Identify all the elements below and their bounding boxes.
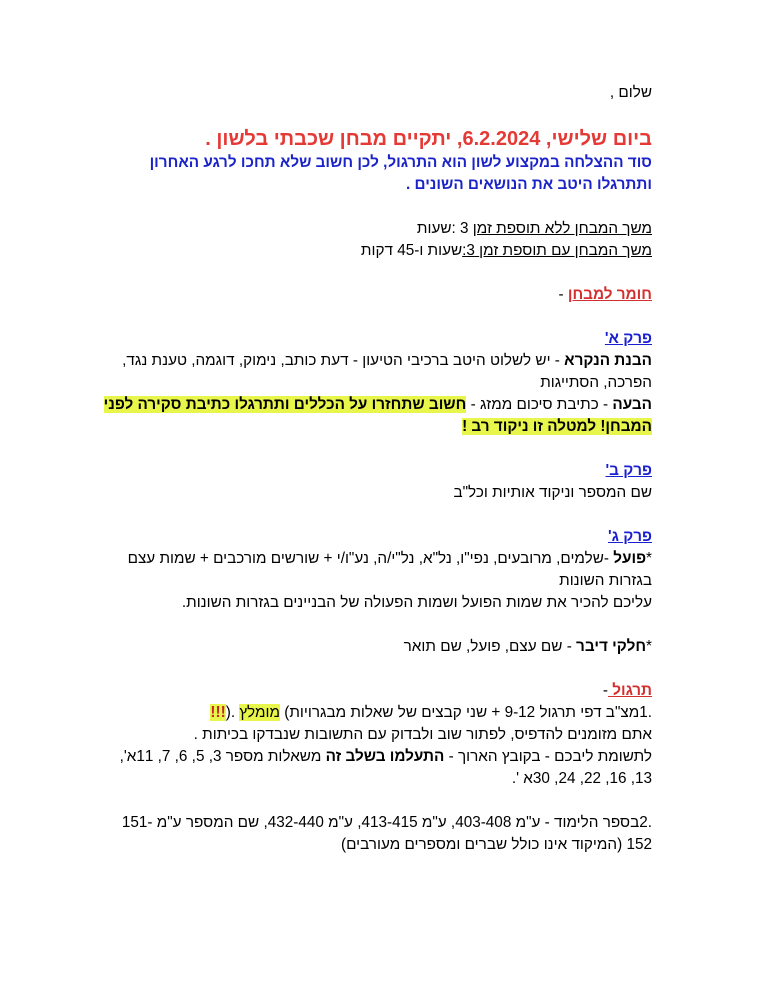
part-b-heading: פרק ב': [605, 462, 652, 479]
verb-term: פועל: [613, 550, 647, 567]
verb-prefix: *: [646, 550, 652, 567]
part-c-heading: פרק ג': [607, 528, 652, 545]
duration-extra: [100, 240, 652, 262]
duration-extra-label: משך המבחן עם תוספת זמן: [479, 242, 652, 259]
material-heading-suffix: -: [558, 286, 568, 303]
part-a-expression: [100, 394, 652, 438]
part-c-verb-note: עליכם להכיר את שמות הפועל ושמות הפעולה של הבניינים בגזרות השונות.: [181, 594, 652, 611]
item1-ignore: התעלמו בשלב זה: [325, 748, 445, 765]
pos-text: - שם עצם, פועל, שם תואר: [403, 638, 577, 655]
page-title: ביום שלישי, 6.2.2024, יתקיים מבחן שכבתי בלשון .: [205, 128, 652, 150]
pos-prefix: *: [646, 638, 652, 655]
material-heading-line: [100, 284, 652, 306]
part-c-verb: [100, 548, 652, 592]
practice-item-2: .2בספר הלימוד - ע"מ 403-408, ע"מ 413-415, ע"מ 432-440, שם המספר ע"מ 151-152 (המיקוד אינו כולל שברים ומספרים מעורבים): [121, 814, 652, 853]
item1-d: לתשומת ליבכם - בקובץ הארוך -: [444, 748, 652, 765]
practice-heading-suffix: -: [602, 682, 609, 699]
practice-item-1: [100, 702, 652, 724]
duration-extra-value-c: שעות ו-45 דקות: [360, 242, 463, 259]
item1-exclamation: !!!: [210, 704, 226, 721]
practice-heading: תרגול: [608, 682, 652, 699]
item1-e: משאלות מספר 3, 5, 6, 7, 11א', 13, 16, 22, 24, 30א '.: [119, 748, 652, 787]
duration-extra-value-a: 3: [466, 242, 480, 259]
practice-item-1-note: [100, 746, 652, 790]
expression-term: הבעה: [612, 396, 652, 413]
duration-regular-label: משך המבחן ללא תוספת זמן: [472, 220, 652, 237]
subtitle: סוד ההצלחה במקצוע לשון הוא התרגול, לכן חשוב שלא תחכו לרגע האחרון ותתרגלו היטב את הנושאים השונים .: [149, 154, 652, 193]
item1-recommended: מומלץ: [239, 704, 280, 721]
pos-term: חלקי דיבר: [576, 638, 647, 655]
greeting: שלום ,: [609, 84, 652, 101]
item1-a: .1מצ"ב דפי תרגול 9-12 + שני קבצים של שאלות מבגרויות): [279, 704, 652, 721]
reading-text: - יש לשלוט היטב ברכיבי הטיעון - דעת כותב, נימוק, דוגמה, טענת נגד, הפרכה, הסתייגות: [122, 352, 652, 391]
part-a-reading: [100, 350, 652, 394]
part-b-text: שם המספר וניקוד אותיות וכל"ב: [453, 484, 652, 501]
part-c-pos: [100, 636, 652, 658]
expression-highlight: חשוב שתחזרו על הכללים ותתרגלו כתיבת סקירה לפני המבחן! למטלה זו ניקוד רב !: [103, 396, 652, 435]
duration-extra-value-b: :: [462, 242, 467, 259]
material-heading: חומר למבחן: [567, 286, 652, 303]
expression-text: - כתיבת סיכום ממזג -: [466, 396, 613, 413]
part-a-heading: פרק א': [604, 330, 652, 347]
item1-b: .(: [225, 704, 240, 721]
document-body: [100, 82, 652, 856]
verb-text: -שלמים, מרובעים, נפי"ו, נל"א, נל"י/ה, נע"ו/י + שורשים מורכבים + שמות עצם בגזרות השונות: [127, 550, 652, 589]
practice-item-1-c: אתם מזומנים להדפיס, לפתור שוב ולבדוק עם התשובות שנבדקו בכיתות .: [193, 726, 652, 743]
duration-regular: [100, 218, 652, 240]
duration-regular-value: 3 :שעות: [416, 220, 473, 237]
reading-term: הבנת הנקרא: [564, 352, 652, 369]
practice-heading-line: [100, 680, 652, 702]
